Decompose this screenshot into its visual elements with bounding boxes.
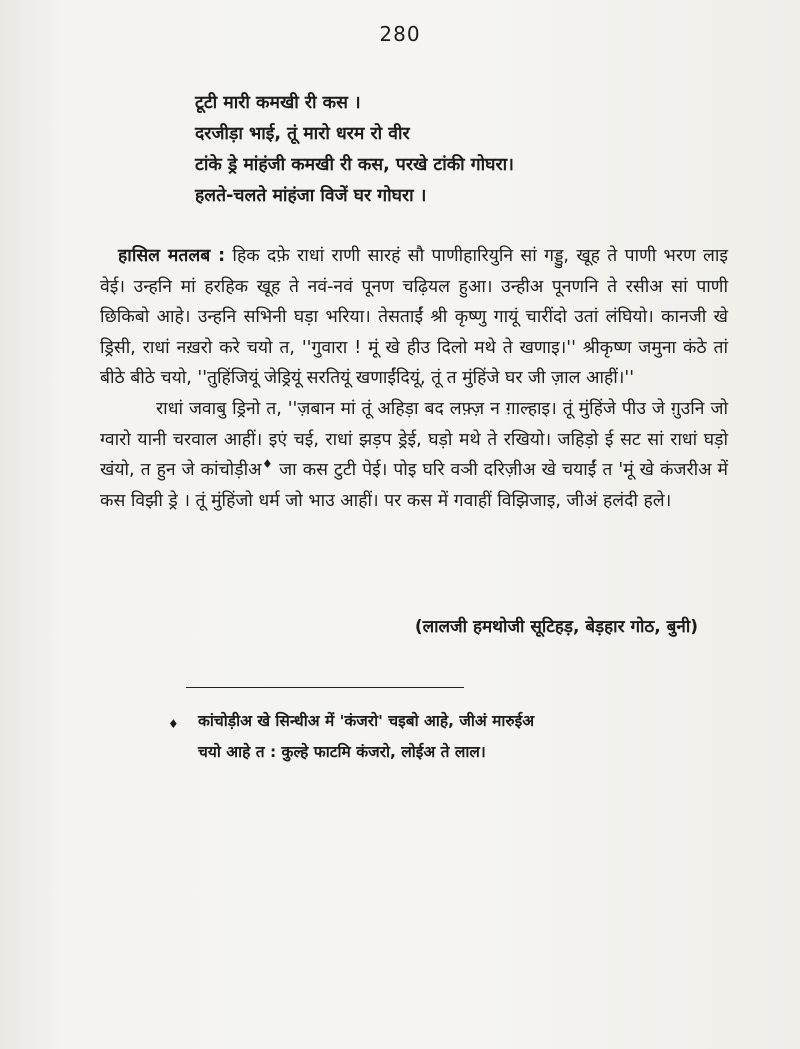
meaning-label: हासिल मतलब : — [118, 246, 226, 266]
source-attribution: (लालजी हमथोजी सूटिहड़, बेड़हार गोठ, बुनी) — [414, 617, 698, 637]
verse-line: हलते-चलते मांहंजा विजें घर गोघरा । — [195, 186, 427, 206]
footnote-reference-marker: ♦ — [261, 457, 274, 472]
verse-block — [195, 88, 675, 212]
verse-line: टूटी मारी कमखी री कस । — [195, 93, 361, 113]
meaning-paragraph-1 — [100, 241, 728, 394]
verse-line: दरजीड़ा भाई, तूं मारो धरम रो वीर — [195, 124, 410, 144]
footnote-line: कांचोड़ीअ खे सिन्धीअ में 'कंजरो' चइबो आहे, जीअं मारुईअ — [198, 712, 535, 730]
footnote-line: चयो आहे त : कुल्हे फाटमि कंजरो, लोईअ ते लाल। — [198, 743, 486, 761]
verse-line: टांके ड्रे मांहंजी कमखी री कस, परखे टांकी गोघरा। — [195, 155, 514, 175]
page-number: 280 — [379, 22, 421, 46]
meaning-text-1: हिक दफ़े राधां राणी सारहं सौ पाणीहारियुनि सां गड्डु, खूह ते पाणी भरण लाइ वेई। उन्हनि मां हरहिक खूह ते नवं-नवं पूनण चढ़ियल हुआ। उन्हीअ पूनणनि ते रसीअ सां पाणी छिकिबो आहे। उन्हनि सभिनी घड़ा भरिया। तेसताईं श्री कृष्णु गायूं चारींदो उतां लंघियो। कानजी खे ड्रिसी, राधां नख़रो करे चयो त, ''गुवारा ! मूं खे हीउ दिलो मथे ते खणाइ।'' श्रीकृष्ण जमुना कंठे तां बीठे बीठे चयो, ''तुहिंजियूं जेड्रियूं सरतियूं खणाईंदियूं, तूं त मुंहिंजे घर जी ज़ाल आहीं।'' — [100, 246, 728, 389]
footnote-divider — [186, 687, 464, 688]
meaning-paragraph-2 — [100, 394, 728, 516]
meaning-text-2b: जा कस टुटी पेई। पोइ घरि वञी दरिज़ीअ खे चयाईं त 'मूं खे कंजरीअ में कस विझी ड्रे । तूं मुंहिंजो धर्म जो भाउ आहीं। पर कस में गवाहीं विझिजाइ, जीअं हलंदी हले। — [100, 460, 728, 511]
footnote-marker: ♦ — [168, 717, 179, 731]
footnote — [170, 706, 730, 768]
meaning-text-2a: राधां जवाबु ड्रिनो त, ''ज़बान मां तूं अहिड़ा बद लफ़्ज़ न ग़ाल्हाइ। तूं मुंहिंजे पीउ जे ग़ुउनि जो ग्वारो यानी चरवाल आहीं। इएं चई, राधां झड़प ड्रेई, घड़ो मथे ते रखियो। जहिड़ो ई सट सां राधां घड़ो खंयो, त हुन जे कांचोड़ीअ — [100, 398, 728, 481]
meaning-section — [100, 241, 728, 516]
